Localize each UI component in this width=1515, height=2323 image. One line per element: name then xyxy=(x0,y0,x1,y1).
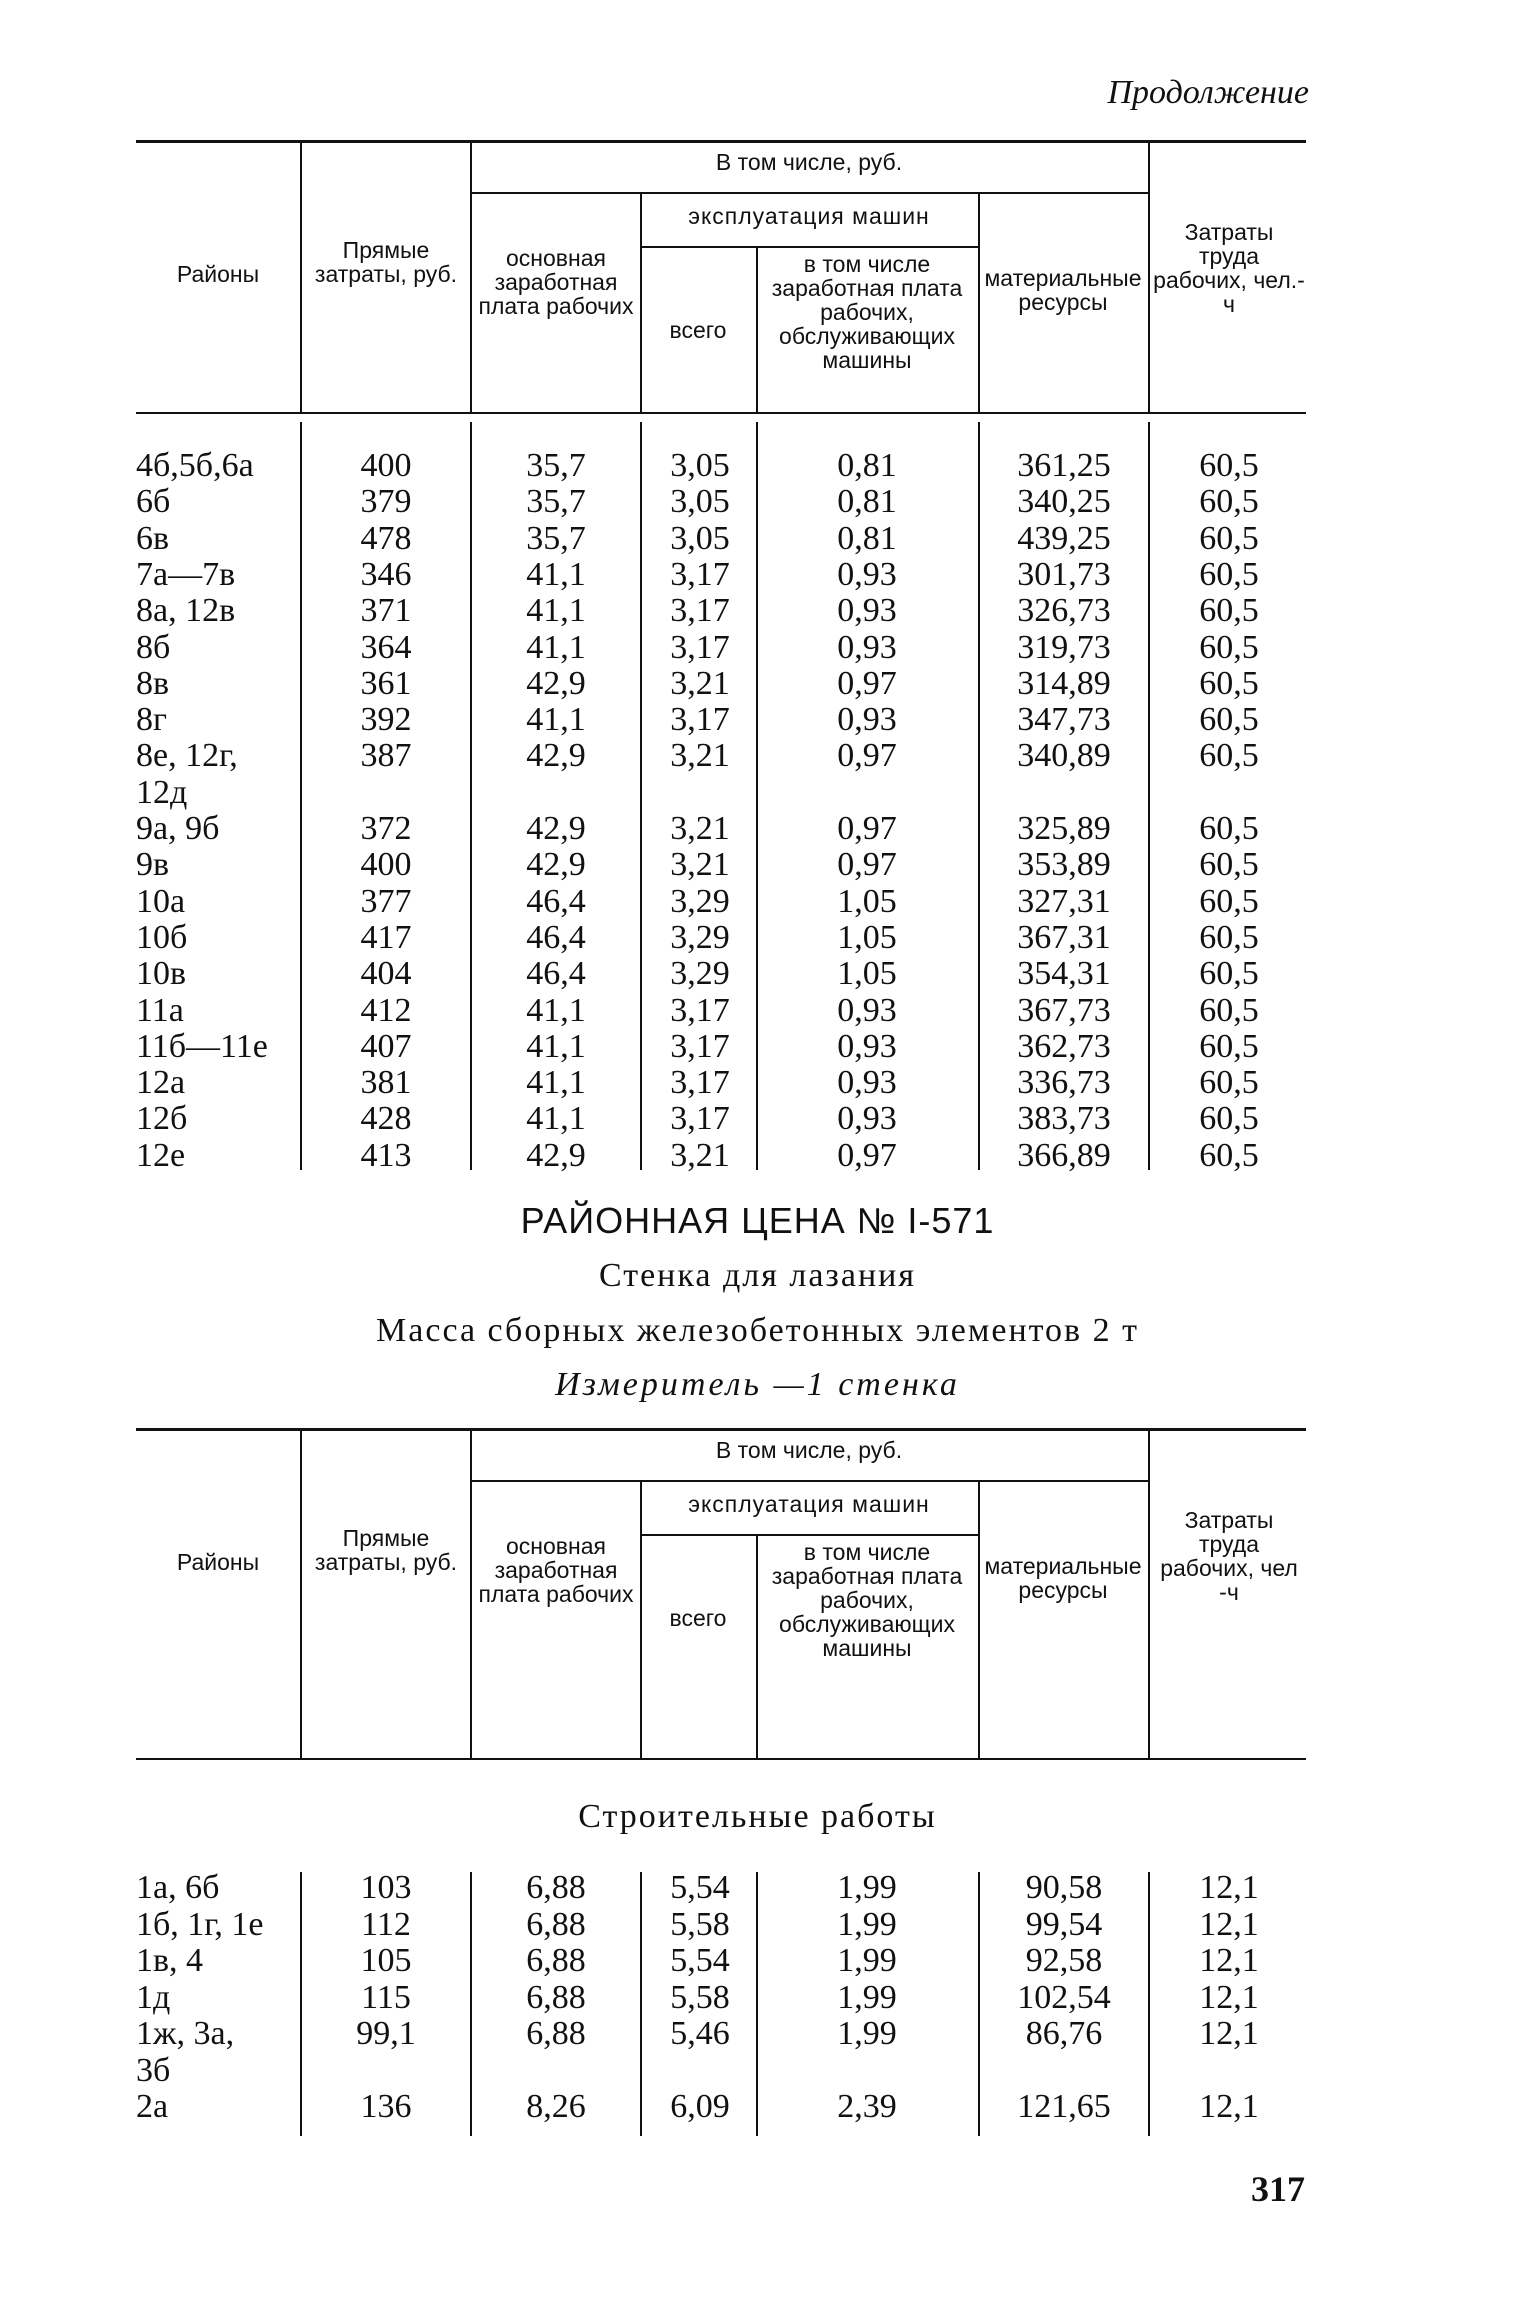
table-row xyxy=(0,448,1515,484)
cell-region: 10а xyxy=(136,882,186,920)
cell-materials: 301,73 xyxy=(1017,555,1111,593)
cell-machine-wage: 0,97 xyxy=(837,737,897,775)
cell-region: 2а xyxy=(136,2088,169,2125)
cell-wage: 42,9 xyxy=(526,1136,586,1174)
cell-direct: 387 xyxy=(360,737,412,775)
table-row xyxy=(0,920,1515,956)
cell-labor: 60,5 xyxy=(1199,918,1259,956)
cell-direct: 407 xyxy=(360,1027,412,1065)
table-row xyxy=(0,1138,1515,1174)
header-col-wage: основная заработная плата рабочих xyxy=(478,1533,634,1607)
cell-materials: 92,58 xyxy=(1025,1942,1103,1979)
cell-total: 5,54 xyxy=(670,1942,730,1979)
cell-total: 3,21 xyxy=(670,810,730,847)
header-vline-3 xyxy=(1148,142,1150,412)
cell-materials: 383,73 xyxy=(1017,1100,1111,1138)
cell-wage: 42,9 xyxy=(526,737,586,775)
price-mass: Масса сборных железобетонных элементов 2 т xyxy=(376,1312,1139,1349)
cell-direct: 99,1 xyxy=(356,2015,416,2052)
cell-machine-wage: 0,93 xyxy=(837,991,897,1029)
cell-region: 1б, 1г, 1е xyxy=(136,1905,264,1943)
cell-materials: 354,31 xyxy=(1017,955,1111,993)
cell-materials: 99,54 xyxy=(1025,1905,1103,1943)
cell-labor: 60,5 xyxy=(1199,664,1259,702)
cell-region: 1ж, 3а, xyxy=(136,2015,235,2052)
header-col-labor: Затраты труда рабочих, чел -ч xyxy=(1160,1507,1298,1605)
cell-region: 9а, 9б xyxy=(136,810,220,847)
cell-materials: 361,25 xyxy=(1017,447,1111,484)
cell-labor: 12,1 xyxy=(1199,2088,1259,2125)
cell-materials: 340,89 xyxy=(1017,737,1111,775)
cell-machine-wage: 0,93 xyxy=(837,592,897,630)
cell-machine-wage: 1,99 xyxy=(837,1905,897,1943)
table-row xyxy=(0,666,1515,702)
cell-total: 3,17 xyxy=(670,555,730,593)
table-row xyxy=(0,1029,1515,1065)
cell-direct: 105 xyxy=(360,1942,412,1979)
cell-total: 5,54 xyxy=(670,1869,730,1906)
continuation-label: Продолжение xyxy=(1107,74,1309,111)
cell-total: 3,17 xyxy=(670,1100,730,1138)
cell-machine-wage: 1,99 xyxy=(837,2015,897,2052)
cell-total: 5,58 xyxy=(670,1978,730,2016)
cell-wage: 41,1 xyxy=(526,628,586,666)
table-row xyxy=(0,2016,1515,2053)
cell-total: 3,17 xyxy=(670,628,730,666)
header-vline-2 xyxy=(470,142,472,412)
table1-header-bottom-rule xyxy=(136,412,1306,414)
cell-machine-wage: 0,97 xyxy=(837,1136,897,1174)
cell-total: 3,29 xyxy=(670,955,730,993)
header-vline-1 xyxy=(300,142,302,412)
header-col-materials: материальные ресурсы xyxy=(984,265,1142,315)
cell-labor: 60,5 xyxy=(1199,1027,1259,1065)
table-row xyxy=(0,1907,1515,1944)
cell-direct: 103 xyxy=(360,1869,412,1906)
cell-wage: 41,1 xyxy=(526,991,586,1029)
cell-region: 8б xyxy=(136,628,171,666)
header-col-region: Районы xyxy=(176,261,260,287)
header-vline-6 xyxy=(756,1536,758,1758)
header-vline-3 xyxy=(1148,1430,1150,1758)
cell-materials: 86,76 xyxy=(1025,2015,1103,2052)
cell-wage: 46,4 xyxy=(526,882,586,920)
cell-materials: 326,73 xyxy=(1017,592,1111,630)
cell-direct: 361 xyxy=(360,664,412,702)
cell-wage: 41,1 xyxy=(526,555,586,593)
cell-labor: 12,1 xyxy=(1199,1869,1259,1906)
header-hline-machine xyxy=(640,1534,978,1536)
header-col-direct: Прямые затраты, руб. xyxy=(314,1525,458,1575)
table-row xyxy=(0,847,1515,883)
header-col-direct: Прямые затраты, руб. xyxy=(314,237,458,287)
cell-machine-wage: 1,05 xyxy=(837,955,897,993)
cell-machine-wage: 0,93 xyxy=(837,1064,897,1102)
cell-total: 3,17 xyxy=(670,1027,730,1065)
cell-region: 9в xyxy=(136,846,170,884)
cell-total: 3,21 xyxy=(670,1136,730,1174)
price-subtitle: Стенка для лазания xyxy=(599,1257,916,1294)
cell-labor: 60,5 xyxy=(1199,955,1259,993)
cell-labor: 12,1 xyxy=(1199,1905,1259,1943)
cell-wage: 35,7 xyxy=(526,483,586,521)
cell-materials: 367,73 xyxy=(1017,991,1111,1029)
cell-region: 6в xyxy=(136,519,170,557)
cell-labor: 60,5 xyxy=(1199,1136,1259,1174)
cell-wage: 41,1 xyxy=(526,1100,586,1138)
cell-direct: 136 xyxy=(360,2088,412,2125)
cell-direct: 400 xyxy=(360,447,412,484)
cell-materials: 367,31 xyxy=(1017,918,1111,956)
cell-direct: 372 xyxy=(360,810,412,847)
cell-machine-wage: 0,81 xyxy=(837,483,897,521)
cell-materials: 90,58 xyxy=(1025,1869,1103,1906)
cell-labor: 60,5 xyxy=(1199,737,1259,775)
cell-labor: 60,5 xyxy=(1199,846,1259,884)
cell-region: 10б xyxy=(136,918,188,956)
cell-direct: 346 xyxy=(360,555,412,593)
header-col-wage: основная заработная плата рабочих xyxy=(478,245,634,319)
cell-region: 12д xyxy=(136,773,188,811)
cell-wage: 42,9 xyxy=(526,810,586,847)
cell-materials: 102,54 xyxy=(1017,1978,1111,2016)
table-row xyxy=(0,593,1515,629)
header-col-materials: материальные ресурсы xyxy=(984,1553,1142,1603)
table-row xyxy=(0,738,1515,774)
cell-direct: 112 xyxy=(361,1905,411,1943)
cell-region: 7а—7в xyxy=(136,555,236,593)
cell-labor: 60,5 xyxy=(1199,701,1259,739)
table-row xyxy=(0,557,1515,593)
cell-region: 4б,5б,6а xyxy=(136,447,254,484)
cell-materials: 325,89 xyxy=(1017,810,1111,847)
cell-region: 8а, 12в xyxy=(136,592,236,630)
cell-materials: 336,73 xyxy=(1017,1064,1111,1102)
cell-machine-wage: 0,97 xyxy=(837,846,897,884)
header-machine-group: эксплуатация машин xyxy=(688,1491,930,1517)
cell-region: 10в xyxy=(136,955,187,993)
cell-wage: 6,88 xyxy=(526,1978,586,2016)
cell-machine-wage: 0,97 xyxy=(837,810,897,847)
header-col-machine-wage: в том числе заработная плата рабочих, обслуживающих машины xyxy=(771,251,963,373)
cell-materials: 366,89 xyxy=(1017,1136,1111,1174)
cell-direct: 379 xyxy=(360,483,412,521)
cell-total: 3,17 xyxy=(670,592,730,630)
cell-wage: 8,26 xyxy=(526,2088,586,2125)
cell-wage: 6,88 xyxy=(526,1942,586,1979)
table-row xyxy=(0,702,1515,738)
cell-wage: 42,9 xyxy=(526,846,586,884)
cell-labor: 12,1 xyxy=(1199,1978,1259,2016)
cell-machine-wage: 0,93 xyxy=(837,1100,897,1138)
cell-region: 1а, 6б xyxy=(136,1869,220,1906)
cell-total: 3,17 xyxy=(670,701,730,739)
cell-labor: 60,5 xyxy=(1199,1064,1259,1102)
cell-labor: 60,5 xyxy=(1199,447,1259,484)
cell-region: 12б xyxy=(136,1100,188,1138)
header-col-labor: Затраты труда рабочих, чел.-ч xyxy=(1153,219,1305,317)
cell-direct: 404 xyxy=(360,955,412,993)
cell-machine-wage: 1,99 xyxy=(837,1869,897,1906)
table1-top-rule xyxy=(136,140,1306,143)
cell-direct: 478 xyxy=(360,519,412,557)
cell-region: 11а xyxy=(136,991,184,1029)
header-col-total: всего xyxy=(669,317,727,343)
price-unit: Измеритель —1 стенка xyxy=(555,1366,960,1403)
cell-wage: 41,1 xyxy=(526,1027,586,1065)
cell-materials: 319,73 xyxy=(1017,628,1111,666)
section-label: Строительные работы xyxy=(578,1798,937,1835)
cell-region: 12е xyxy=(136,1136,186,1174)
cell-direct: 400 xyxy=(360,846,412,884)
cell-wage: 6,88 xyxy=(526,2015,586,2052)
cell-labor: 60,5 xyxy=(1199,483,1259,521)
table-row xyxy=(0,521,1515,557)
cell-machine-wage: 2,39 xyxy=(837,2088,897,2125)
table-row xyxy=(0,956,1515,992)
cell-region: 8е, 12г, xyxy=(136,737,238,775)
cell-materials: 121,65 xyxy=(1017,2088,1111,2125)
cell-materials: 353,89 xyxy=(1017,846,1111,884)
cell-wage: 41,1 xyxy=(526,592,586,630)
header-hline-machine xyxy=(640,246,978,248)
cell-wage: 35,7 xyxy=(526,519,586,557)
cell-machine-wage: 1,99 xyxy=(837,1978,897,2016)
cell-direct: 428 xyxy=(360,1100,412,1138)
table-row xyxy=(0,2053,1515,2090)
cell-total: 3,05 xyxy=(670,519,730,557)
cell-direct: 364 xyxy=(360,628,412,666)
cell-direct: 413 xyxy=(360,1136,412,1174)
cell-total: 3,29 xyxy=(670,918,730,956)
cell-machine-wage: 1,05 xyxy=(837,918,897,956)
header-col-machine-wage: в том числе заработная плата рабочих, обслуживающих машины xyxy=(771,1539,963,1661)
cell-machine-wage: 0,93 xyxy=(837,628,897,666)
cell-machine-wage: 0,81 xyxy=(837,519,897,557)
cell-machine-wage: 0,93 xyxy=(837,1027,897,1065)
cell-region: 1в, 4 xyxy=(136,1942,204,1979)
table-row xyxy=(0,1870,1515,1907)
cell-wage: 6,88 xyxy=(526,1905,586,1943)
cell-direct: 392 xyxy=(360,701,412,739)
cell-region: 3б xyxy=(136,2051,171,2089)
cell-labor: 12,1 xyxy=(1199,2015,1259,2052)
cell-materials: 362,73 xyxy=(1017,1027,1111,1065)
price-title: РАЙОННАЯ ЦЕНА № I-571 xyxy=(520,1200,995,1241)
cell-total: 3,29 xyxy=(670,882,730,920)
table-row xyxy=(0,2089,1515,2126)
page-number: 317 xyxy=(1251,2169,1305,2209)
cell-machine-wage: 0,97 xyxy=(837,664,897,702)
cell-total: 5,58 xyxy=(670,1905,730,1943)
cell-total: 3,05 xyxy=(670,447,730,484)
cell-direct: 412 xyxy=(360,991,412,1029)
cell-labor: 60,5 xyxy=(1199,628,1259,666)
cell-wage: 6,88 xyxy=(526,1869,586,1906)
cell-labor: 60,5 xyxy=(1199,991,1259,1029)
table-row xyxy=(0,1065,1515,1101)
cell-direct: 417 xyxy=(360,918,412,956)
table-row xyxy=(0,1980,1515,2017)
cell-total: 3,21 xyxy=(670,737,730,775)
cell-labor: 60,5 xyxy=(1199,1100,1259,1138)
header-col-region: Районы xyxy=(176,1549,260,1575)
table-row xyxy=(0,993,1515,1029)
table2-header-bottom-rule xyxy=(136,1758,1306,1760)
table-row xyxy=(0,484,1515,520)
cell-materials: 347,73 xyxy=(1017,701,1111,739)
header-col-total: всего xyxy=(669,1605,727,1631)
cell-wage: 46,4 xyxy=(526,918,586,956)
header-vline-6 xyxy=(756,248,758,412)
cell-labor: 60,5 xyxy=(1199,882,1259,920)
cell-direct: 377 xyxy=(360,882,412,920)
cell-total: 5,46 xyxy=(670,2015,730,2052)
cell-machine-wage: 0,93 xyxy=(837,555,897,593)
cell-total: 6,09 xyxy=(670,2088,730,2125)
table-row xyxy=(0,884,1515,920)
table-row xyxy=(0,811,1515,847)
cell-region: 8в xyxy=(136,664,170,702)
cell-labor: 60,5 xyxy=(1199,555,1259,593)
table-row xyxy=(0,1101,1515,1137)
table-row xyxy=(0,630,1515,666)
cell-region: 11б—11е xyxy=(136,1027,268,1065)
cell-total: 3,17 xyxy=(670,1064,730,1102)
header-hline-incl xyxy=(470,192,1148,194)
cell-machine-wage: 0,93 xyxy=(837,701,897,739)
header-hline-incl xyxy=(470,1480,1148,1482)
cell-direct: 371 xyxy=(360,592,412,630)
header-incl-group: В том числе, руб. xyxy=(715,1437,903,1463)
cell-wage: 41,1 xyxy=(526,701,586,739)
cell-wage: 41,1 xyxy=(526,1064,586,1102)
header-vline-5 xyxy=(978,1482,980,1758)
cell-total: 3,17 xyxy=(670,991,730,1029)
table-row xyxy=(0,1943,1515,1980)
cell-region: 6б xyxy=(136,483,171,521)
cell-direct: 381 xyxy=(360,1064,412,1102)
cell-machine-wage: 1,99 xyxy=(837,1942,897,1979)
cell-labor: 60,5 xyxy=(1199,592,1259,630)
header-machine-group: эксплуатация машин xyxy=(688,203,930,229)
cell-machine-wage: 0,81 xyxy=(837,447,897,484)
cell-region: 8г xyxy=(136,701,167,739)
cell-labor: 60,5 xyxy=(1199,519,1259,557)
cell-materials: 439,25 xyxy=(1017,519,1111,557)
cell-region: 1д xyxy=(136,1978,171,2016)
table-row xyxy=(0,775,1515,811)
cell-materials: 340,25 xyxy=(1017,483,1111,521)
table2-top-rule xyxy=(136,1428,1306,1431)
cell-materials: 327,31 xyxy=(1017,882,1111,920)
cell-wage: 42,9 xyxy=(526,664,586,702)
cell-labor: 60,5 xyxy=(1199,810,1259,847)
cell-total: 3,05 xyxy=(670,483,730,521)
cell-wage: 46,4 xyxy=(526,955,586,993)
cell-wage: 35,7 xyxy=(526,447,586,484)
header-vline-1 xyxy=(300,1430,302,1758)
cell-total: 3,21 xyxy=(670,846,730,884)
cell-materials: 314,89 xyxy=(1017,664,1111,702)
cell-direct: 115 xyxy=(361,1978,411,2016)
cell-total: 3,21 xyxy=(670,664,730,702)
cell-machine-wage: 1,05 xyxy=(837,882,897,920)
header-incl-group: В том числе, руб. xyxy=(715,149,903,175)
cell-region: 12а xyxy=(136,1064,186,1102)
cell-labor: 12,1 xyxy=(1199,1942,1259,1979)
